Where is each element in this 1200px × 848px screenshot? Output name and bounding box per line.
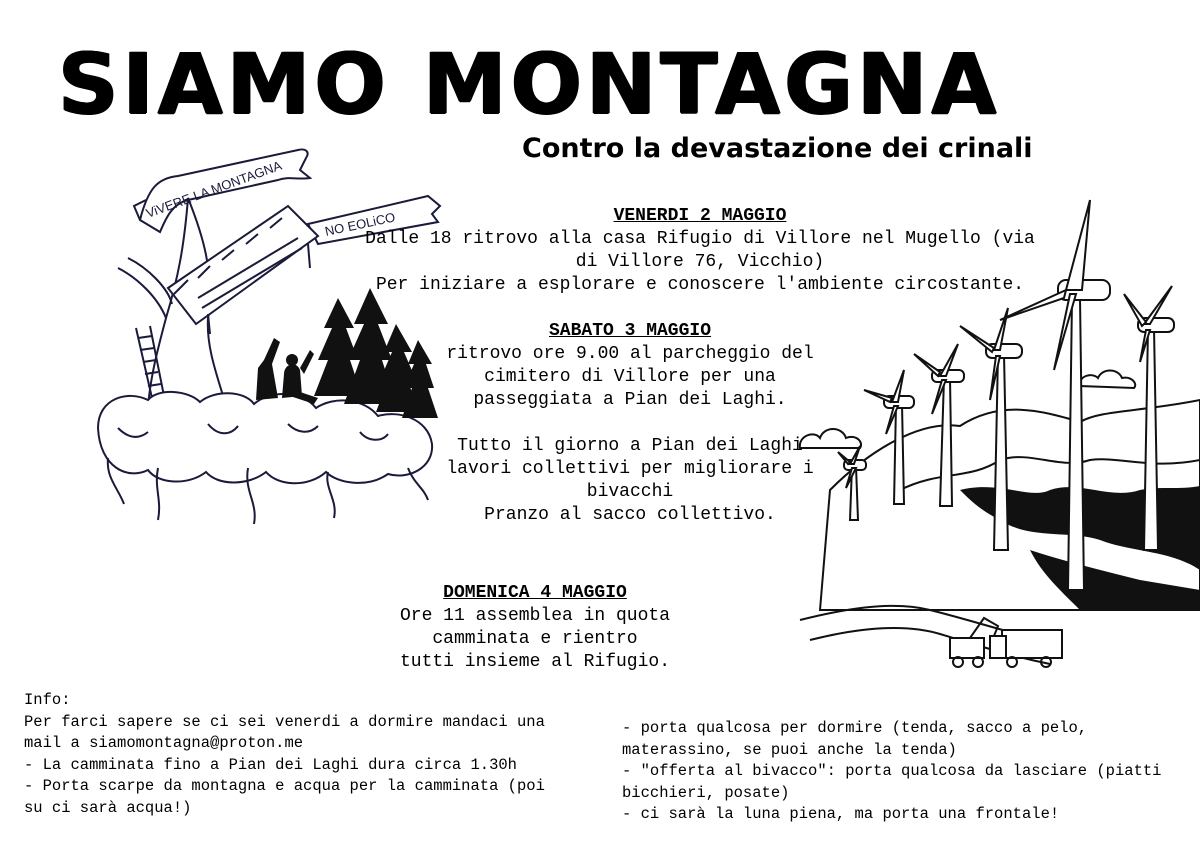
poster-title: SIAMO MONTAGNA [58,35,1001,133]
friday-line-3: Per iniziare a esplorare e conoscere l'ambiente circostante. [375,275,1025,295]
sunday-block [360,582,710,674]
info-right-line-5: - ci sarà la luna piena, ma porta una frontale! [622,805,1060,823]
info-left-line-2: Per farci sapere se ci sei venerdi a dormire mandaci una [24,712,545,731]
info-right-line-4: bicchieri, posate) [622,783,790,802]
saturday-line-8: Pranzo al sacco collettivo. [484,505,776,525]
info-left-line-3: mail a siamomontagna@proton.me [24,734,304,752]
friday-line-2: di Villore 76, Vicchio) [575,252,825,272]
saturday-line-4 [430,412,830,435]
friday-line-1: Dalle 18 ritrovo alla casa Rifugio di Villore nel Mugello (via [365,229,1035,249]
saturday-line-7: bivacchi [586,482,674,502]
sunday-heading: DOMENICA 4 MAGGIO [443,583,627,603]
banner-left-text: ViVERE LA MONTAGNA [143,157,284,221]
banner-right-text: NO EOLiCO [323,209,397,239]
sunday-line-1: Ore 11 assemblea in quota [399,606,671,626]
info-left [24,690,594,819]
sunday-line-3: tutti insieme al Rifugio. [399,652,671,672]
info-left-line-4: - La camminata fino a Pian dei Laghi dura circa 1.30h [24,755,517,774]
saturday-line-5: Tutto il giorno a Pian dei Laghi [457,436,803,456]
info-left-line-6: su ci sarà acqua!) [24,798,192,817]
saturday-heading: SABATO 3 MAGGIO [548,321,712,341]
info-right-line-1: - porta qualcosa per dormire (tenda, sacco a pelo, [622,719,1088,737]
saturday-line-6: lavori collettivi per migliorare i [446,459,814,479]
poster-subtitle: Contro la devastazione dei crinali [522,133,1033,164]
info-left-line-1: Info: [24,691,71,709]
sunday-line-2: camminata e rientro [432,629,638,649]
saturday-line-1: ritrovo ore 9.00 al parcheggio del [446,344,814,364]
saturday-block [430,320,830,527]
info-right-line-2: materassino, se puoi anche la tenda) [622,740,957,759]
saturday-line-3: passeggiata a Pian dei Laghi. [473,390,787,410]
friday-block [360,205,1040,297]
saturday-line-2: cimitero di Villore per una [484,367,776,387]
info-right-line-3: - "offerta al bivacco": porta qualcosa da lasciare (piatti [622,762,1162,780]
friday-heading: VENERDI 2 MAGGIO [613,206,787,226]
info-right [622,718,1182,826]
tree-house-illustration [88,128,448,528]
info-left-line-5: - Porta scarpe da montagna e acqua per la camminata (poi [24,777,545,795]
